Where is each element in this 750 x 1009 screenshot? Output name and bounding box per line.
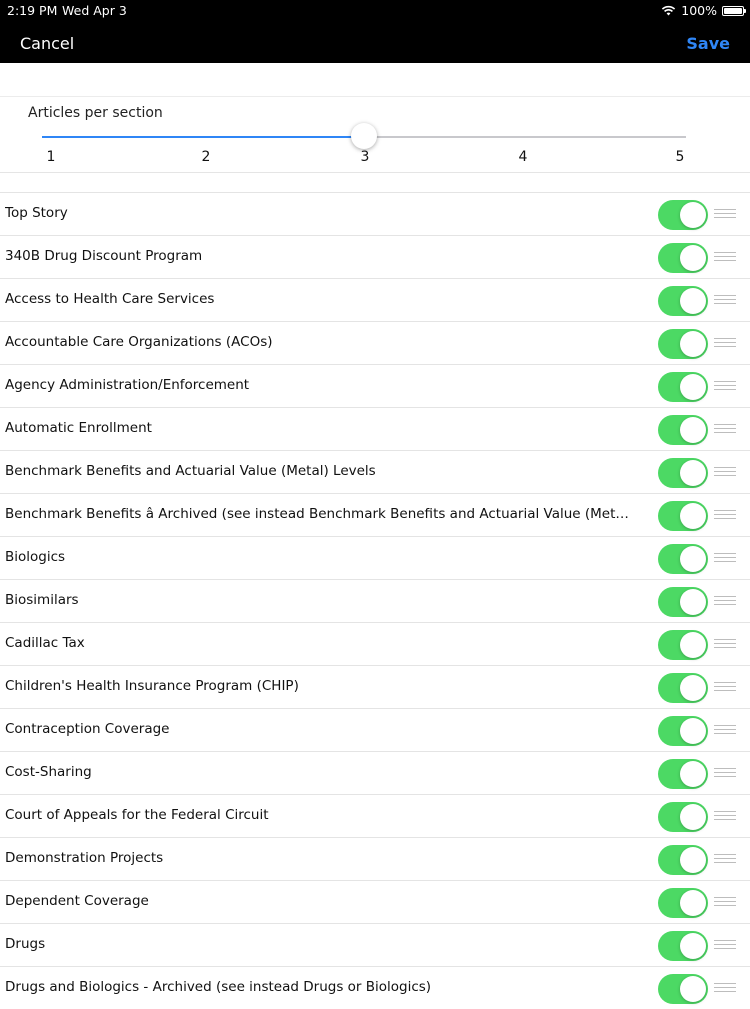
section-spacer bbox=[0, 63, 750, 97]
section-label: Demonstration Projects bbox=[5, 850, 164, 866]
section-toggle[interactable] bbox=[658, 888, 708, 918]
section-label: Automatic Enrollment bbox=[5, 420, 152, 436]
reorder-grip-icon[interactable] bbox=[714, 295, 736, 305]
section-label: Biosimilars bbox=[5, 592, 79, 608]
toggle-knob bbox=[680, 202, 706, 228]
section-label: Court of Appeals for the Federal Circuit bbox=[5, 807, 269, 823]
section-label: 340B Drug Discount Program bbox=[5, 248, 203, 264]
section-toggle[interactable] bbox=[658, 630, 708, 660]
section-row bbox=[0, 321, 750, 364]
section-row bbox=[0, 364, 750, 407]
slider-tick-label: 3 bbox=[360, 149, 370, 165]
toggle-knob bbox=[680, 245, 706, 271]
section-label: Access to Health Care Services bbox=[5, 291, 215, 307]
section-toggle[interactable] bbox=[658, 458, 708, 488]
toggle-knob bbox=[680, 374, 706, 400]
section-row bbox=[0, 708, 750, 751]
section-row bbox=[0, 622, 750, 665]
slider-tick-label: 5 bbox=[675, 149, 685, 165]
reorder-grip-icon[interactable] bbox=[714, 596, 736, 606]
section-toggle[interactable] bbox=[658, 286, 708, 316]
section-row bbox=[0, 493, 750, 536]
reorder-grip-icon[interactable] bbox=[714, 811, 736, 821]
toggle-knob bbox=[680, 890, 706, 916]
section-toggle[interactable] bbox=[658, 329, 708, 359]
reorder-grip-icon[interactable] bbox=[714, 940, 736, 950]
toggle-knob bbox=[680, 847, 706, 873]
slider-track-filled bbox=[42, 136, 364, 138]
nav-bar bbox=[0, 22, 750, 63]
status-date: Wed Apr 3 bbox=[62, 3, 127, 18]
section-toggle[interactable] bbox=[658, 802, 708, 832]
slider-thumb[interactable] bbox=[351, 123, 377, 149]
section-toggle[interactable] bbox=[658, 501, 708, 531]
section-toggle[interactable] bbox=[658, 673, 708, 703]
section-label: Top Story bbox=[5, 205, 68, 221]
section-toggle[interactable] bbox=[658, 931, 708, 961]
section-toggle[interactable] bbox=[658, 759, 708, 789]
section-label: Dependent Coverage bbox=[5, 893, 149, 909]
section-row bbox=[0, 751, 750, 794]
toggle-knob bbox=[680, 417, 706, 443]
section-label: Children's Health Insurance Program (CHIP) bbox=[5, 678, 299, 694]
section-row bbox=[0, 192, 750, 235]
section-toggle[interactable] bbox=[658, 544, 708, 574]
section-toggle[interactable] bbox=[658, 372, 708, 402]
section-row bbox=[0, 450, 750, 493]
section-row bbox=[0, 665, 750, 708]
section-row bbox=[0, 235, 750, 278]
toggle-knob bbox=[680, 460, 706, 486]
section-row bbox=[0, 536, 750, 579]
battery-icon bbox=[722, 6, 744, 16]
toggle-knob bbox=[680, 804, 706, 830]
section-toggle[interactable] bbox=[658, 845, 708, 875]
section-label: Cost-Sharing bbox=[5, 764, 92, 780]
reorder-grip-icon[interactable] bbox=[714, 209, 736, 219]
toggle-knob bbox=[680, 933, 706, 959]
slider-tick-label: 2 bbox=[201, 149, 211, 165]
toggle-knob bbox=[680, 288, 706, 314]
section-toggle[interactable] bbox=[658, 415, 708, 445]
section-toggle[interactable] bbox=[658, 716, 708, 746]
slider-tick-label: 1 bbox=[46, 149, 56, 165]
section-row bbox=[0, 880, 750, 923]
section-label: Accountable Care Organizations (ACOs) bbox=[5, 334, 273, 350]
reorder-grip-icon[interactable] bbox=[714, 983, 736, 993]
articles-per-section-slider bbox=[0, 97, 750, 173]
section-label: Benchmark Benefits â Archived (see instead Benchmark Benefits and Actuarial Value (Met… bbox=[5, 506, 629, 522]
section-row bbox=[0, 923, 750, 966]
toggle-knob bbox=[680, 761, 706, 787]
toggle-knob bbox=[680, 718, 706, 744]
section-row bbox=[0, 837, 750, 880]
section-label: Benchmark Benefits and Actuarial Value (Metal) Levels bbox=[5, 463, 376, 479]
reorder-grip-icon[interactable] bbox=[714, 424, 736, 434]
reorder-grip-icon[interactable] bbox=[714, 467, 736, 477]
reorder-grip-icon[interactable] bbox=[714, 768, 736, 778]
reorder-grip-icon[interactable] bbox=[714, 854, 736, 864]
section-toggle[interactable] bbox=[658, 587, 708, 617]
status-bar bbox=[0, 0, 750, 22]
section-label: Cadillac Tax bbox=[5, 635, 85, 651]
section-row bbox=[0, 278, 750, 321]
toggle-knob bbox=[680, 546, 706, 572]
toggle-knob bbox=[680, 976, 706, 1002]
slider-title: Articles per section bbox=[28, 105, 163, 121]
wifi-icon bbox=[661, 5, 676, 16]
toggle-knob bbox=[680, 503, 706, 529]
section-label: Drugs and Biologics - Archived (see instead Drugs or Biologics) bbox=[5, 979, 432, 995]
section-row bbox=[0, 579, 750, 622]
section-label: Agency Administration/Enforcement bbox=[5, 377, 250, 393]
slider-tick-label: 4 bbox=[518, 149, 528, 165]
toggle-knob bbox=[680, 331, 706, 357]
cancel-button[interactable]: Cancel bbox=[20, 34, 75, 53]
section-row bbox=[0, 794, 750, 837]
section-toggle[interactable] bbox=[658, 200, 708, 230]
toggle-knob bbox=[680, 589, 706, 615]
reorder-grip-icon[interactable] bbox=[714, 252, 736, 262]
reorder-grip-icon[interactable] bbox=[714, 725, 736, 735]
toggle-knob bbox=[680, 632, 706, 658]
section-label: Drugs bbox=[5, 936, 46, 952]
section-row bbox=[0, 407, 750, 450]
reorder-grip-icon[interactable] bbox=[714, 553, 736, 563]
section-label: Contraception Coverage bbox=[5, 721, 170, 737]
reorder-grip-icon[interactable] bbox=[714, 682, 736, 692]
reorder-grip-icon[interactable] bbox=[714, 338, 736, 348]
reorder-grip-icon[interactable] bbox=[714, 639, 736, 649]
reorder-grip-icon[interactable] bbox=[714, 897, 736, 907]
status-right bbox=[661, 3, 744, 18]
section-label: Biologics bbox=[5, 549, 66, 565]
sections-list bbox=[0, 192, 750, 1009]
save-button[interactable]: Save bbox=[686, 34, 730, 53]
reorder-grip-icon[interactable] bbox=[714, 510, 736, 520]
battery-percent: 100% bbox=[681, 3, 717, 18]
status-time: 2:19 PM bbox=[7, 3, 58, 18]
section-toggle[interactable] bbox=[658, 243, 708, 273]
reorder-grip-icon[interactable] bbox=[714, 381, 736, 391]
toggle-knob bbox=[680, 675, 706, 701]
section-row bbox=[0, 966, 750, 1009]
